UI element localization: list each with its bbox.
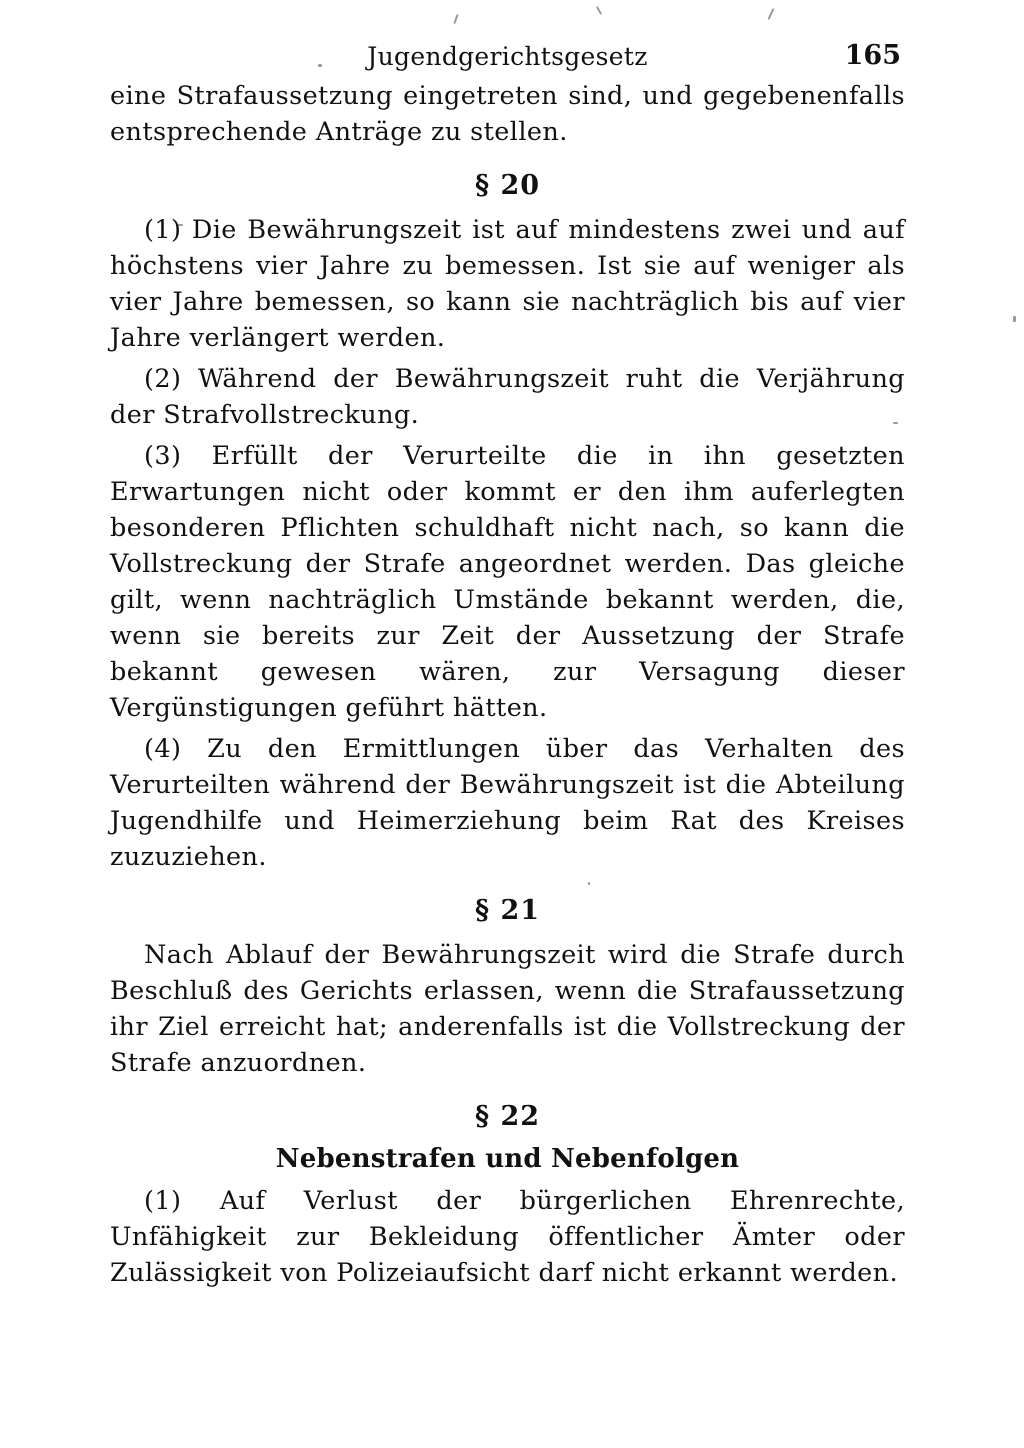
section-heading-21: § 21	[474, 895, 541, 926]
running-head	[110, 38, 905, 78]
section-heading-20: § 20	[474, 170, 541, 201]
section-20-paragraph-2: (2) Während der Bewährungszeit ruht die Verjährung der Strafvollstreckung.	[110, 364, 905, 430]
print-speck	[596, 6, 602, 15]
section-20-paragraph-1: (1) Die Bewährungszeit ist auf mindestens zwei und auf höchstens vier Jahre zu bemessen. Ist sie auf weniger als vier Jahre bemessen, so kann sie nachträglich bis auf vier Jahre verlängert werden.	[110, 215, 905, 353]
section-22-title: Nebenstrafen und Nebenfolgen	[275, 1144, 740, 1174]
section-20-paragraph-4: (4) Zu den Ermittlungen über das Verhalten des Verurteilten während der Bewährungszeit ist die Abteilung Jugendhilfe und Heimerziehung beim Rat des Kreises zuzuziehen.	[110, 734, 905, 872]
section-heading-22: § 22	[474, 1101, 541, 1132]
continuation-text: eine Strafaussetzung eingetreten sind, und gegebenenfalls entsprechende Anträge zu stellen.	[110, 81, 905, 147]
document-page	[110, 38, 905, 1291]
print-speck	[1013, 316, 1016, 322]
section-21-paragraph-1: Nach Ablauf der Bewährungszeit wird die Strafe durch Beschluß des Gerichts erlassen, wenn die Strafaussetzung ihr Ziel erreicht hat; anderenfalls ist die Vollstreckung der Strafe anzuordnen.	[110, 940, 905, 1078]
print-speck	[768, 8, 775, 20]
print-speck	[453, 14, 458, 24]
section-22-paragraph-1: (1) Auf Verlust der bürgerlichen Ehrenrechte, Unfähigkeit zur Bekleidung öffentlicher Ämter oder Zulässigkeit von Polizeiaufsicht darf nicht erkannt werden.	[110, 1186, 905, 1288]
section-20-paragraph-3: (3) Erfüllt der Verurteilte die in ihn gesetzten Erwartungen nicht oder kommt er den ihm auferlegten besonderen Pflichten schuldhaft nicht nach, so kann die Vollstreckung der Strafe angeordnet werden. Das gleiche gilt, wenn nachträglich Umstände bekannt werden, die, wenn sie bereits zur Zeit der Aussetzung der Strafe bekannt gewesen wären, zur Versagung dieser Vergünstigungen geführt hätten.	[110, 441, 905, 723]
running-title: Jugendgerichtsgesetz	[367, 42, 648, 71]
page-number: 165	[844, 40, 901, 71]
